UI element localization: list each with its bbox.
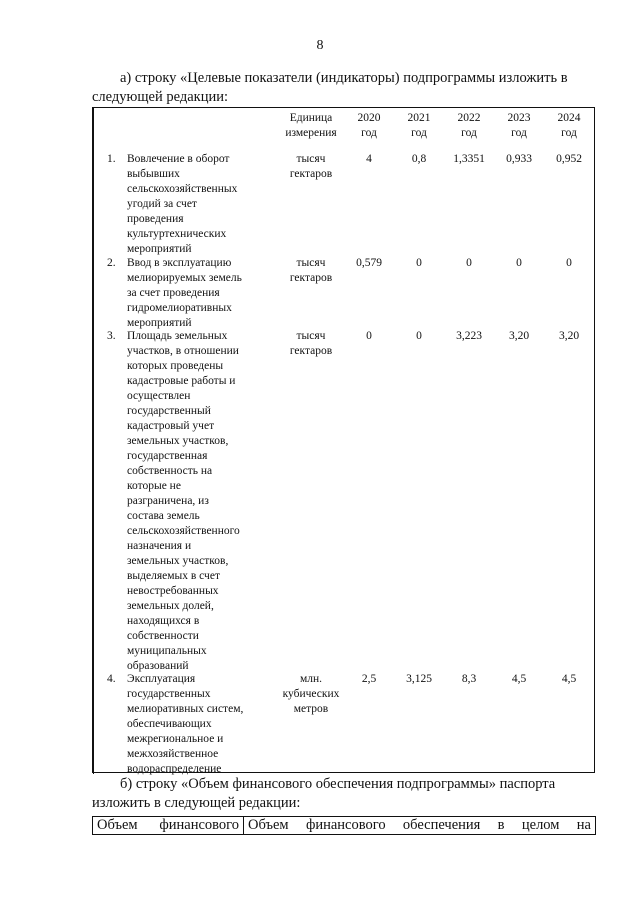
row-4-value-2024: 4,5 — [561, 673, 577, 685]
header-year-2024: 2024 год — [557, 112, 581, 139]
header-year-2023: 2023 год — [507, 112, 531, 139]
row-1-value-2022: 1,3351 — [453, 153, 485, 165]
header-year-2020: 2020 год — [357, 112, 381, 139]
row-4-name: Эксплуатация государственных мелиоративных систем, обеспечивающих межрегиональное и межхозяйственное водораспределение — [127, 673, 244, 775]
indicators-table — [92, 107, 595, 773]
row-3-value-2022: 3,223 — [456, 330, 482, 342]
row-2-unit: тысяч гектаров — [289, 257, 333, 284]
row-1-number: 1. — [107, 153, 116, 165]
paragraph-a-line2: следующей редакции: — [92, 89, 229, 105]
financing-left-cell: Объем финансового — [93, 817, 244, 834]
row-1-value-2024: 0,952 — [556, 153, 582, 165]
row-4-value-2023: 4,5 — [511, 673, 527, 685]
header-year-2021: 2021 год — [407, 112, 431, 139]
page-number: 8 — [316, 38, 324, 53]
row-2-value-2020: 0,579 — [356, 257, 382, 269]
row-3-value-2021: 0 — [416, 330, 422, 342]
row-4-value-2020: 2,5 — [361, 673, 377, 685]
row-2-value-2021: 0 — [416, 257, 422, 269]
row-2-number: 2. — [107, 257, 116, 269]
paragraph-b-line2: изложить в следующей редакции: — [92, 795, 301, 811]
row-4-value-2022: 8,3 — [461, 673, 477, 685]
row-2-value-2022: 0 — [466, 257, 472, 269]
row-3-value-2020: 0 — [366, 330, 372, 342]
row-4-number: 4. — [107, 673, 116, 685]
row-3-value-2024: 3,20 — [558, 330, 580, 342]
row-1-name: Вовлечение в оборот выбывших сельскохозяйственных угодий за счет проведения культуртехнических мероприятий — [127, 153, 238, 255]
row-4-unit: млн. кубических метров — [282, 673, 340, 715]
row-4-value-2021: 3,125 — [406, 673, 432, 685]
financing-table — [92, 816, 596, 835]
row-2-name: Ввод в эксплуатацию мелиорируемых земель за счет проведения гидромелиоративных мероприятий — [127, 257, 242, 329]
row-3-value-2023: 3,20 — [508, 330, 530, 342]
paragraph-b-line1: б) строку «Объем финансового обеспечения подпрограммы» паспорта — [120, 776, 556, 792]
row-1-value-2021: 0,8 — [411, 153, 427, 165]
row-2-value-2024: 0 — [566, 257, 572, 269]
row-1-value-2023: 0,933 — [506, 153, 532, 165]
row-2-value-2023: 0 — [516, 257, 522, 269]
paragraph-a-line1: а) строку «Целевые показатели (индикаторы) подпрограммы изложить в — [120, 70, 568, 86]
financing-right-cell: Объем финансового обеспечения в целом на — [248, 817, 591, 833]
row-1-unit: тысяч гектаров — [289, 153, 333, 180]
row-1-value-2020: 4 — [366, 153, 372, 165]
row-3-number: 3. — [107, 330, 116, 342]
row-3-name: Площадь земельных участков, в отношении которых проведены кадастровые работы и осуществлен государственный кадастровый учет земельных участков, государственная собственность на которые не разграничена, из состава земель сельскохозяйственного назначения и земельных участков, выделяемых в счет невостребованных земельных долей, находящихся в собственности муниципальных образований — [127, 330, 240, 672]
table-left-border — [93, 108, 94, 774]
row-3-unit: тысяч гектаров — [289, 330, 333, 357]
header-year-2022: 2022 год — [457, 112, 481, 139]
header-unit: Единица измерения — [285, 112, 337, 139]
